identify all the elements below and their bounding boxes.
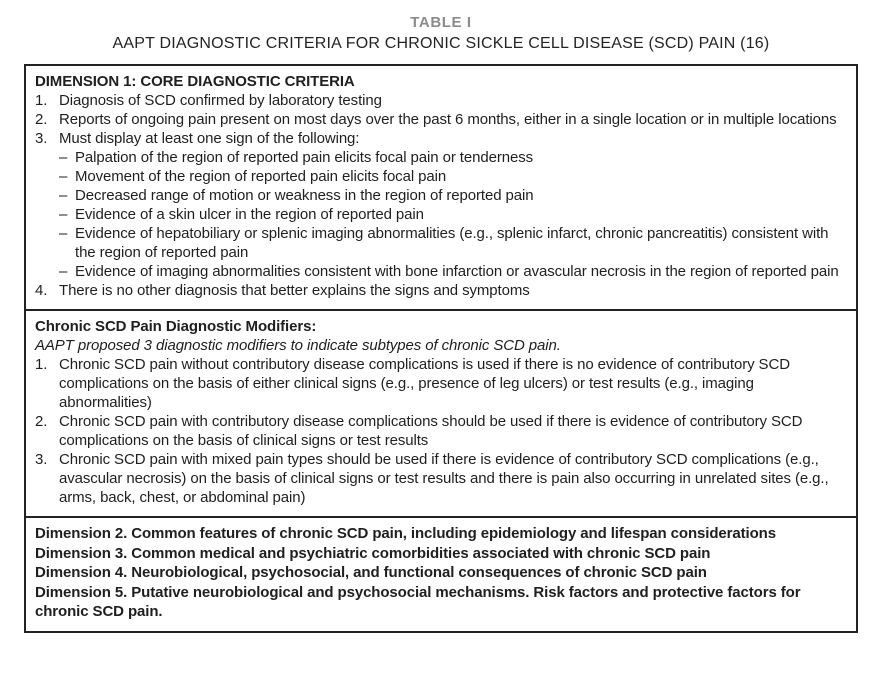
- list-item-number: 1.: [35, 356, 48, 373]
- section-diagnostic-modifiers: [26, 311, 856, 518]
- section2-heading: Chronic SCD Pain Diagnostic Modifiers:: [35, 318, 317, 335]
- sign-bullet: [59, 205, 846, 224]
- list-item-text: Chronic SCD pain without contributory disease complications is used if there is no evidence of contributory SCD complications on the basis of either clinical signs (e.g., presence of leg ulcers) or test results (e.g., imaging abnormalities): [59, 356, 790, 411]
- dash-marker: –: [59, 149, 68, 166]
- dimension-line: Dimension 5. Putative neurobiological and psychosocial mechanisms. Risk factors and protective factors for chronic SCD pain.: [35, 583, 801, 620]
- list-item-number: 3.: [35, 451, 48, 468]
- sign-bullet-text: Evidence of imaging abnormalities consistent with bone infarction or avascular necrosis in the region of reported pain: [75, 263, 839, 280]
- sign-bullet: [59, 167, 846, 186]
- sign-bullet: [59, 224, 846, 262]
- section1-heading: DIMENSION 1: CORE DIAGNOSTIC CRITERIA: [35, 73, 355, 90]
- list-item-text: Reports of ongoing pain present on most days over the past 6 months, either in a single location or in multiple locations: [59, 111, 837, 128]
- list-item: [35, 91, 846, 110]
- sign-bullet: [59, 262, 846, 281]
- dimension-line: Dimension 4. Neurobiological, psychosocial, and functional consequences of chronic SCD pain: [35, 564, 707, 581]
- sign-bullet-text: Evidence of hepatobiliary or splenic imaging abnormalities (e.g., splenic infarct, chronic pancreatitis) consistent with the region of reported pain: [75, 225, 829, 261]
- list-item-number: 2.: [35, 111, 48, 128]
- sign-bullet-text: Decreased range of motion or weakness in the region of reported pain: [75, 187, 534, 204]
- dimension-line: Dimension 3. Common medical and psychiatric comorbidities associated with chronic SCD pain: [35, 544, 711, 562]
- dimension-line: Dimension 2. Common features of chronic SCD pain, including epidemiology and lifespan considerations: [35, 525, 776, 542]
- dash-marker: –: [59, 225, 68, 242]
- table-title: AAPT DIAGNOSTIC CRITERIA FOR CHRONIC SICKLE CELL DISEASE (SCD) PAIN (16): [112, 35, 770, 52]
- sign-bullet-text: Movement of the region of reported pain elicits focal pain: [75, 168, 447, 185]
- sign-bullet: [59, 186, 846, 205]
- list-item-text: Diagnosis of SCD confirmed by laboratory testing: [59, 92, 382, 109]
- list-item: [35, 450, 846, 507]
- dash-marker: –: [59, 206, 68, 223]
- list-item-text: Must display at least one sign of the following:: [59, 130, 360, 147]
- sign-bullet-text: Evidence of a skin ulcer in the region of reported pain: [75, 206, 424, 223]
- list-item-number: 2.: [35, 413, 48, 430]
- dash-marker: –: [59, 187, 68, 204]
- criteria-table: [24, 64, 858, 633]
- list-item: [35, 129, 846, 148]
- list-item-text: Chronic SCD pain with contributory disease complications should be used if there is evidence of contributory SCD complications on the basis of clinical signs or test results: [59, 413, 803, 449]
- section-other-dimensions: [26, 518, 856, 631]
- section-dimension1-core-criteria: [26, 66, 856, 311]
- sign-bullet-text: Palpation of the region of reported pain elicits focal pain or tenderness: [75, 149, 533, 166]
- list-item: [35, 355, 846, 412]
- table-header: [24, 14, 858, 53]
- list-item: [35, 281, 846, 300]
- list-item-text: Chronic SCD pain with mixed pain types should be used if there is evidence of contributory SCD complications (e.g., avascular necrosis) on the basis of clinical signs or test results and there is pain also occurring in unrelated sites (e.g., arms, back, chest, or abdominal pain): [59, 451, 829, 506]
- list-item: [35, 412, 846, 450]
- section2-intro: AAPT proposed 3 diagnostic modifiers to indicate subtypes of chronic SCD pain.: [35, 337, 561, 354]
- list-item: [35, 110, 846, 129]
- list-item-number: 1.: [35, 92, 48, 109]
- dash-marker: –: [59, 263, 68, 280]
- list-item-text: There is no other diagnosis that better explains the signs and symptoms: [59, 282, 530, 299]
- sign-bullet: [59, 148, 846, 167]
- list-item-number: 4.: [35, 282, 48, 299]
- list-item-number: 3.: [35, 130, 48, 147]
- table-number: TABLE I: [410, 14, 472, 31]
- dash-marker: –: [59, 168, 68, 185]
